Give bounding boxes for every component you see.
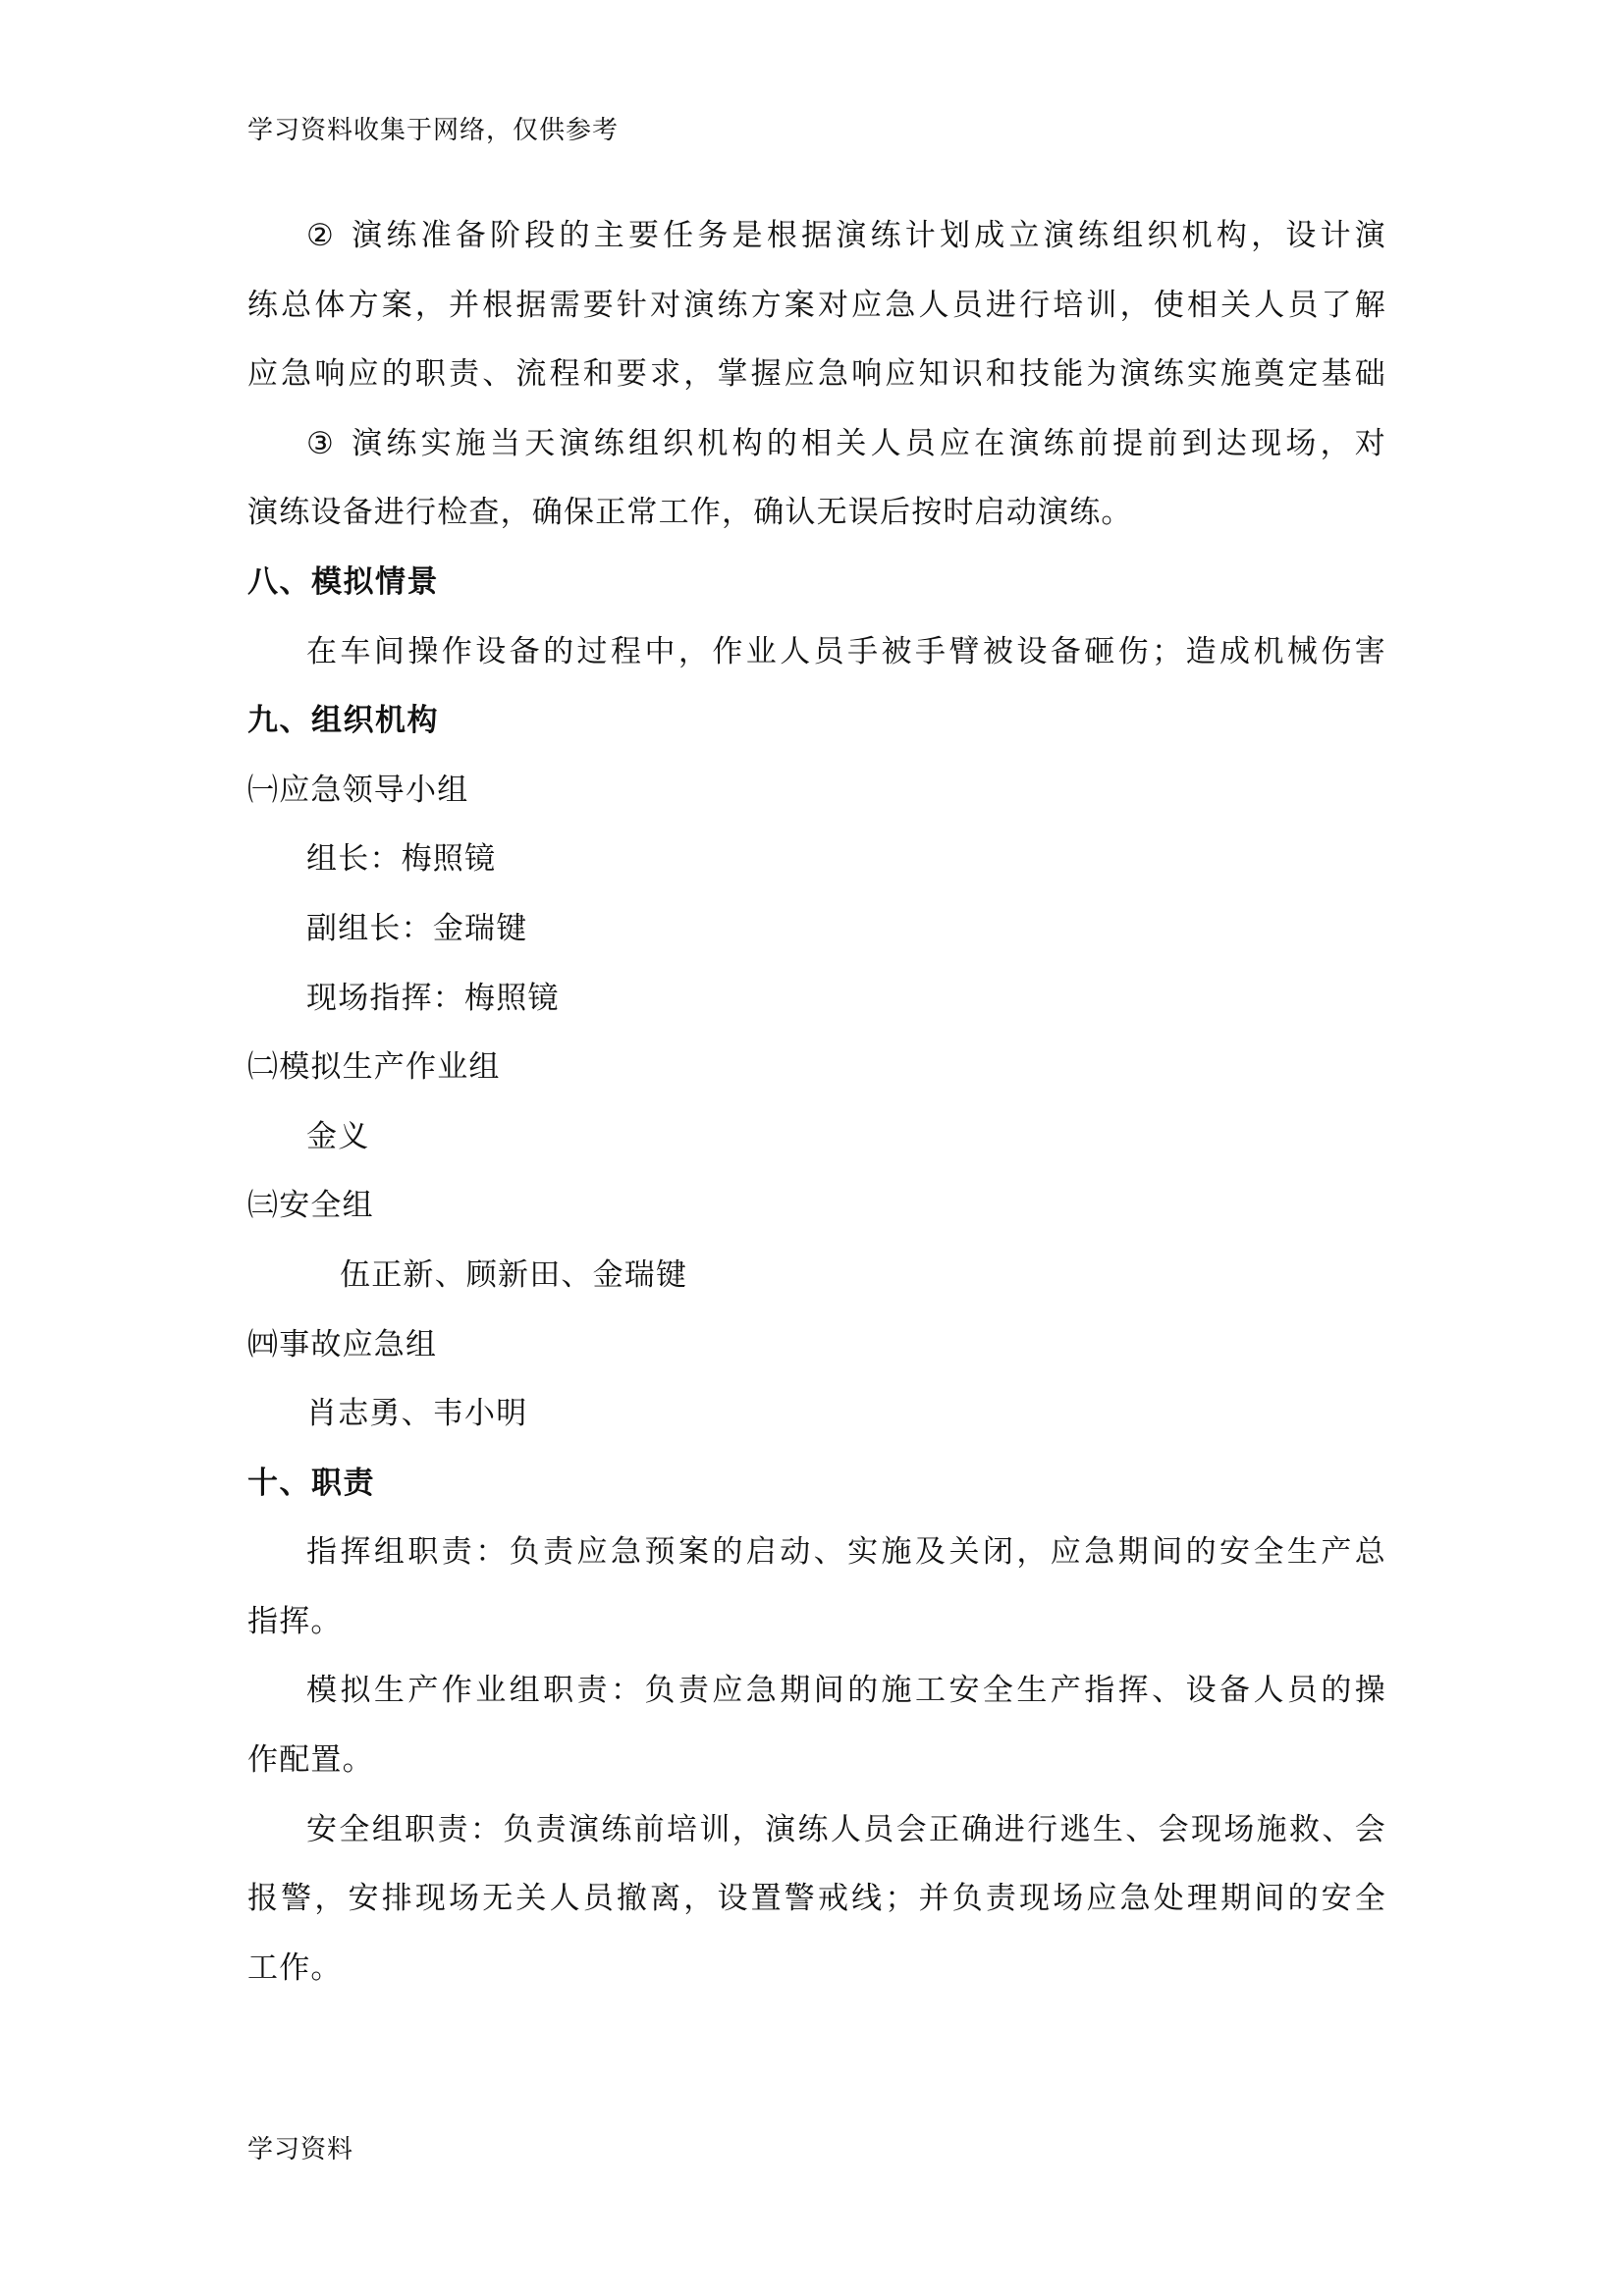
duty-production-line-1: 模拟生产作业组职责：负责应急期间的施工安全生产指挥、设备人员的操 — [306, 1673, 1386, 1709]
group-1-leader: 组长：梅照镜 — [306, 841, 497, 878]
group-2-title: ㈡模拟生产作业组 — [247, 1049, 501, 1086]
paragraph-prep-line-3: 应急响应的职责、流程和要求，掌握应急响应知识和技能为演练实施奠定基础 — [247, 356, 1386, 393]
group-3-title: ㈢安全组 — [247, 1188, 374, 1224]
group-2-members: 金义 — [306, 1118, 370, 1154]
document-body — [247, 208, 1386, 2009]
section-9-heading: 九、组织机构 — [247, 703, 439, 739]
group-1-commander: 现场指挥：梅照镜 — [306, 980, 560, 1016]
group-3-members: 伍正新、顾新田、金瑞键 — [340, 1256, 688, 1293]
paragraph-exec-line-1: ③ 演练实施当天演练组织机构的相关人员应在演练前提前到达现场，对 — [306, 425, 1386, 461]
page-footer: 学习资料 — [247, 2135, 354, 2164]
section-10-heading: 十、职责 — [247, 1465, 375, 1501]
page-header: 学习资料收集于网络，仅供参考 — [247, 116, 620, 145]
duty-safety-line-3: 工作。 — [247, 1949, 343, 1986]
section-8-text: 在车间操作设备的过程中，作业人员手被手臂被设备砸伤；造成机械伤害 — [306, 633, 1386, 669]
section-8-heading: 八、模拟情景 — [247, 563, 439, 600]
duty-safety-line-1: 安全组职责：负责演练前培训，演练人员会正确进行逃生、会现场施救、会 — [306, 1811, 1386, 1847]
paragraph-prep-line-2: 练总体方案，并根据需要针对演练方案对应急人员进行培训，使相关人员了解 — [247, 287, 1386, 323]
group-4-members: 肖志勇、韦小明 — [306, 1396, 528, 1432]
paragraph-exec-line-2: 演练设备进行检查，确保正常工作，确认无误后按时启动演练。 — [247, 495, 1133, 531]
duty-production-line-2: 作配置。 — [247, 1742, 374, 1779]
duty-command-line-1: 指挥组职责：负责应急预案的启动、实施及关闭，应急期间的安全生产总 — [306, 1534, 1386, 1571]
paragraph-prep-line-1: ② 演练准备阶段的主要任务是根据演练计划成立演练组织机构，设计演 — [306, 218, 1386, 253]
duty-command-line-2: 指挥。 — [247, 1603, 343, 1639]
group-1-title: ㈠应急领导小组 — [247, 772, 469, 808]
duty-safety-line-2: 报警，安排现场无关人员撤离，设置警戒线；并负责现场应急处理期间的安全 — [247, 1881, 1386, 1917]
group-4-title: ㈣事故应急组 — [247, 1326, 438, 1362]
group-1-deputy: 副组长：金瑞键 — [306, 910, 528, 946]
